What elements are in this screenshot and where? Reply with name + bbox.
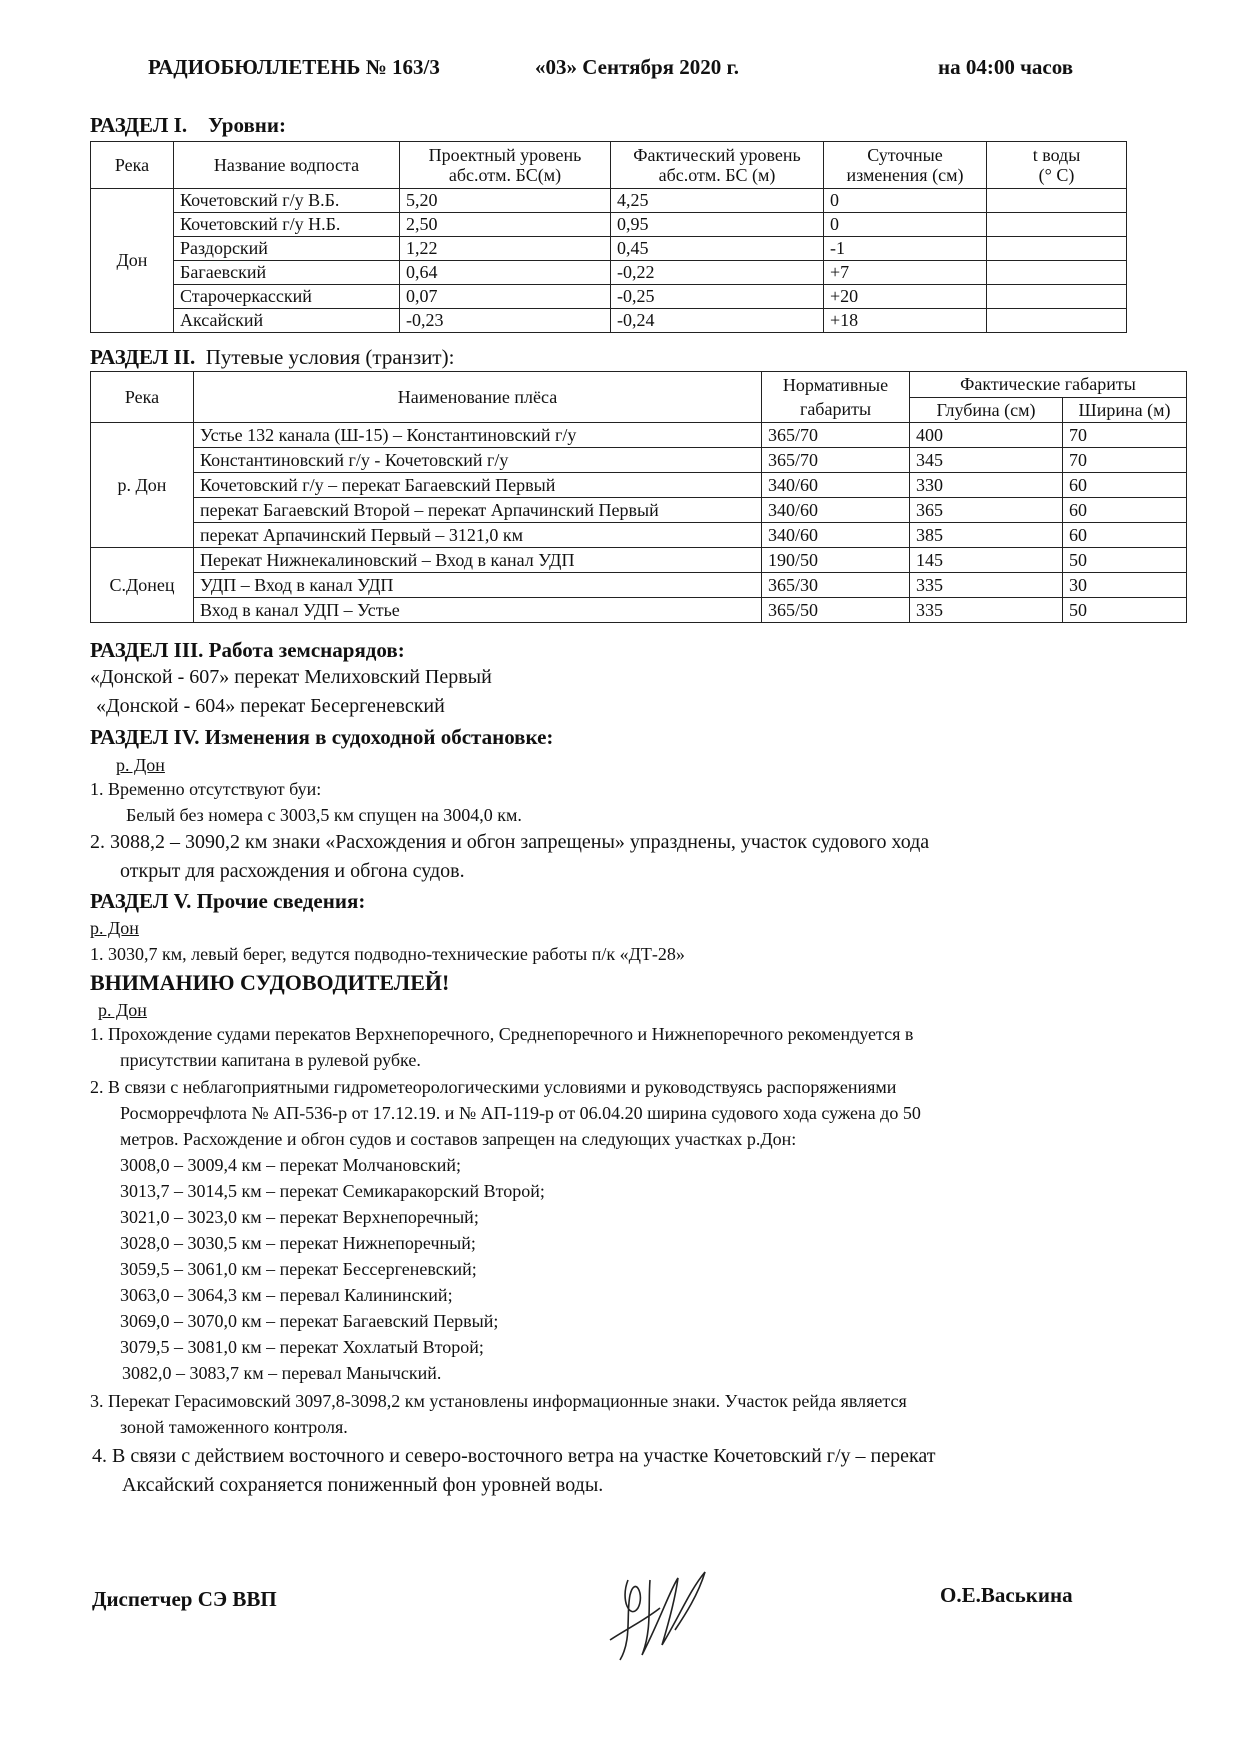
header-river: Река (91, 142, 174, 189)
bulletin-title: РАДИОБЮЛЛЕТЕНЬ № 163/3 (148, 55, 440, 79)
post-cell: Старочеркасский (174, 285, 400, 309)
post-cell: Раздорский (174, 237, 400, 261)
header-fact-level: Фактический уровень абс.отм. БС (м) (611, 142, 824, 189)
fact-cell: 0,45 (611, 237, 824, 261)
reach-cell: Кочетовский г/у – перекат Багаевский Первый (194, 473, 762, 498)
temp-cell (987, 189, 1127, 213)
bulletin-time: на 04:00 часов (938, 55, 1074, 79)
reach-cell: перекат Арпачинский Первый – 3121,0 км (194, 523, 762, 548)
table-row (91, 548, 1187, 573)
width-cell: 60 (1063, 523, 1187, 548)
table-row (91, 448, 1187, 473)
norm-cell: 365/70 (762, 448, 910, 473)
attention-item-cont: присутствии капитана в рулевой рубке. (120, 1050, 421, 1070)
section4-heading: РАЗДЕЛ IV. Изменения в судоходной обстановке: (90, 725, 554, 749)
norm-cell: 365/30 (762, 573, 910, 598)
table-row (91, 237, 1127, 261)
section5-heading: РАЗДЕЛ V. Прочие сведения: (90, 889, 366, 913)
transit-table (90, 371, 1187, 623)
table-row (91, 189, 1127, 213)
reach-cell: Вход в канал УДП – Устье (194, 598, 762, 623)
width-cell: 50 (1063, 598, 1187, 623)
river-label: р. Дон (90, 918, 139, 938)
table-row (91, 213, 1127, 237)
attention-item-cont: метров. Расхождение и обгон судов и составов запрещен на следующих участках р.Дон: (120, 1129, 797, 1149)
dispatcher-name: О.Е.Васькина (940, 1583, 1073, 1607)
change-cell: +20 (824, 285, 987, 309)
levels-table (90, 141, 1127, 333)
temp-cell (987, 285, 1127, 309)
post-cell: Аксайский (174, 309, 400, 333)
change-cell: +18 (824, 309, 987, 333)
restricted-section: 3028,0 – 3030,5 км – перекат Нижнепоречный; (120, 1233, 476, 1253)
proj-cell: 0,07 (400, 285, 611, 309)
change-cell: 0 (824, 189, 987, 213)
reach-cell: перекат Багаевский Второй – перекат Арпачинский Первый (194, 498, 762, 523)
table-row (91, 573, 1187, 598)
header-river: Река (91, 372, 194, 423)
section2-name: Путевые условия (транзит): (205, 345, 455, 369)
width-cell: 70 (1063, 448, 1187, 473)
reach-cell: Константиновский г/у - Кочетовский г/у (194, 448, 762, 473)
norm-cell: 340/60 (762, 523, 910, 548)
attention-item-cont: Росморречфлота № АП-536-р от 17.12.19. и № АП-119-р от 06.04.20 ширина судового хода сужена до 50 (120, 1103, 921, 1123)
section1-heading (90, 113, 286, 138)
proj-cell: 1,22 (400, 237, 611, 261)
temp-cell (987, 261, 1127, 285)
fact-cell: -0,25 (611, 285, 824, 309)
river-cell: Дон (91, 189, 174, 333)
restricted-section: 3079,5 – 3081,0 км – перекат Хохлатый Второй; (120, 1337, 484, 1357)
header-water-temp: t воды (° С) (987, 142, 1127, 189)
width-cell: 30 (1063, 573, 1187, 598)
river-cell: р. Дон (91, 423, 194, 548)
section2-label: РАЗДЕЛ II. (90, 345, 196, 369)
depth-cell: 330 (910, 473, 1063, 498)
post-cell: Кочетовский г/у Н.Б. (174, 213, 400, 237)
proj-cell: 5,20 (400, 189, 611, 213)
norm-cell: 340/60 (762, 473, 910, 498)
bulletin-header (148, 55, 1110, 89)
change-item: 1. Временно отсутствуют буи: (90, 779, 322, 799)
norm-cell: 365/50 (762, 598, 910, 623)
depth-cell: 365 (910, 498, 1063, 523)
depth-cell: 400 (910, 423, 1063, 448)
restricted-section: 3063,0 – 3064,3 км – перевал Калининский; (120, 1285, 453, 1305)
post-cell: Кочетовский г/у В.Б. (174, 189, 400, 213)
fact-cell: 0,95 (611, 213, 824, 237)
width-cell: 60 (1063, 498, 1187, 523)
temp-cell (987, 213, 1127, 237)
header-depth: Глубина (см) (910, 397, 1063, 423)
change-item: 2. 3088,2 – 3090,2 км знаки «Расхождения и обгон запрещены» упразднены, участок судового хода (90, 831, 930, 853)
attention-item: 4. В связи с действием восточного и северо-восточного ветра на участке Кочетовский г/у – перекат (92, 1445, 936, 1467)
table-row (91, 423, 1187, 448)
header-fact-dims: Фактические габариты (910, 372, 1187, 398)
depth-cell: 345 (910, 448, 1063, 473)
fact-cell: -0,22 (611, 261, 824, 285)
attention-item-cont: Аксайский сохраняется пониженный фон уровней воды. (122, 1474, 604, 1496)
attention-item: 1. Прохождение судами перекатов Верхнепоречного, Среднепоречного и Нижнепоречного рекомендуется в (90, 1024, 914, 1044)
dredger-item: «Донской - 607» перекат Мелиховский Первый (90, 666, 492, 688)
reach-cell: Перекат Нижнекалиновский – Вход в канал УДП (194, 548, 762, 573)
temp-cell (987, 237, 1127, 261)
restricted-section: 3013,7 – 3014,5 км – перекат Семикаракорский Второй; (120, 1181, 545, 1201)
table-row (91, 498, 1187, 523)
proj-cell: 0,64 (400, 261, 611, 285)
width-cell: 50 (1063, 548, 1187, 573)
river-label: р. Дон (98, 1000, 147, 1020)
attention-heading: ВНИМАНИЮ СУДОВОДИТЕЛЕЙ! (90, 970, 450, 995)
attention-item: 2. В связи с неблагоприятными гидрометеорологическими условиями и руководствуясь распоряжениями (90, 1077, 897, 1097)
dispatcher-title: Диспетчер СЭ ВВП (92, 1587, 277, 1611)
post-cell: Багаевский (174, 261, 400, 285)
river-label: р. Дон (116, 755, 165, 775)
change-cell: +7 (824, 261, 987, 285)
header-proj-level: Проектный уровень абс.отм. БС(м) (400, 142, 611, 189)
river-cell: С.Донец (91, 548, 194, 623)
norm-cell: 190/50 (762, 548, 910, 573)
change-item-detail: Белый без номера с 3003,5 км спущен на 3004,0 км. (126, 805, 522, 825)
change-cell: -1 (824, 237, 987, 261)
depth-cell: 335 (910, 573, 1063, 598)
temp-cell (987, 309, 1127, 333)
proj-cell: 2,50 (400, 213, 611, 237)
restricted-section: 3008,0 – 3009,4 км – перекат Молчановский; (120, 1155, 461, 1175)
restricted-section: 3059,5 – 3061,0 км – перекат Бессергеневский; (120, 1259, 477, 1279)
change-item-cont: открыт для расхождения и обгона судов. (120, 860, 465, 882)
section2-heading (90, 345, 454, 370)
table-row (91, 523, 1187, 548)
depth-cell: 145 (910, 548, 1063, 573)
dredger-item: «Донской - 604» перекат Бесергеневский (96, 695, 445, 717)
width-cell: 60 (1063, 473, 1187, 498)
norm-cell: 365/70 (762, 423, 910, 448)
proj-cell: -0,23 (400, 309, 611, 333)
other-item: 1. 3030,7 км, левый берег, ведутся подводно-технические работы п/к «ДТ-28» (90, 944, 685, 964)
fact-cell: -0,24 (611, 309, 824, 333)
attention-item-cont: зоной таможенного контроля. (120, 1417, 348, 1437)
restricted-section: 3021,0 – 3023,0 км – перекат Верхнепоречный; (120, 1207, 479, 1227)
table-row (91, 598, 1187, 623)
restricted-section: 3082,0 – 3083,7 км – перевал Манычский. (122, 1363, 442, 1383)
section1-name: Уровни: (208, 113, 286, 137)
header-reach: Наименование плёса (194, 372, 762, 423)
section3-heading: РАЗДЕЛ III. Работа земснарядов: (90, 638, 405, 662)
restricted-section: 3069,0 – 3070,0 км – перекат Багаевский Первый; (120, 1311, 499, 1331)
header-post: Название водпоста (174, 142, 400, 189)
bulletin-date: «03» Сентября 2020 г. (535, 55, 739, 79)
header-width: Ширина (м) (1063, 397, 1187, 423)
table-row (91, 285, 1127, 309)
table-row (91, 473, 1187, 498)
reach-cell: УДП – Вход в канал УДП (194, 573, 762, 598)
depth-cell: 335 (910, 598, 1063, 623)
attention-item: 3. Перекат Герасимовский 3097,8-3098,2 км установлены информационные знаки. Участок рейда является (90, 1391, 907, 1411)
signature (590, 1560, 730, 1670)
width-cell: 70 (1063, 423, 1187, 448)
change-cell: 0 (824, 213, 987, 237)
header-daily-change: Суточные изменения (см) (824, 142, 987, 189)
table-row (91, 309, 1127, 333)
header-norm: Нормативные габариты (762, 372, 910, 423)
depth-cell: 385 (910, 523, 1063, 548)
table-row (91, 261, 1127, 285)
reach-cell: Устье 132 канала (Ш-15) – Константиновский г/у (194, 423, 762, 448)
section1-label: РАЗДЕЛ I. (90, 113, 188, 137)
signature-icon (590, 1560, 730, 1670)
fact-cell: 4,25 (611, 189, 824, 213)
norm-cell: 340/60 (762, 498, 910, 523)
